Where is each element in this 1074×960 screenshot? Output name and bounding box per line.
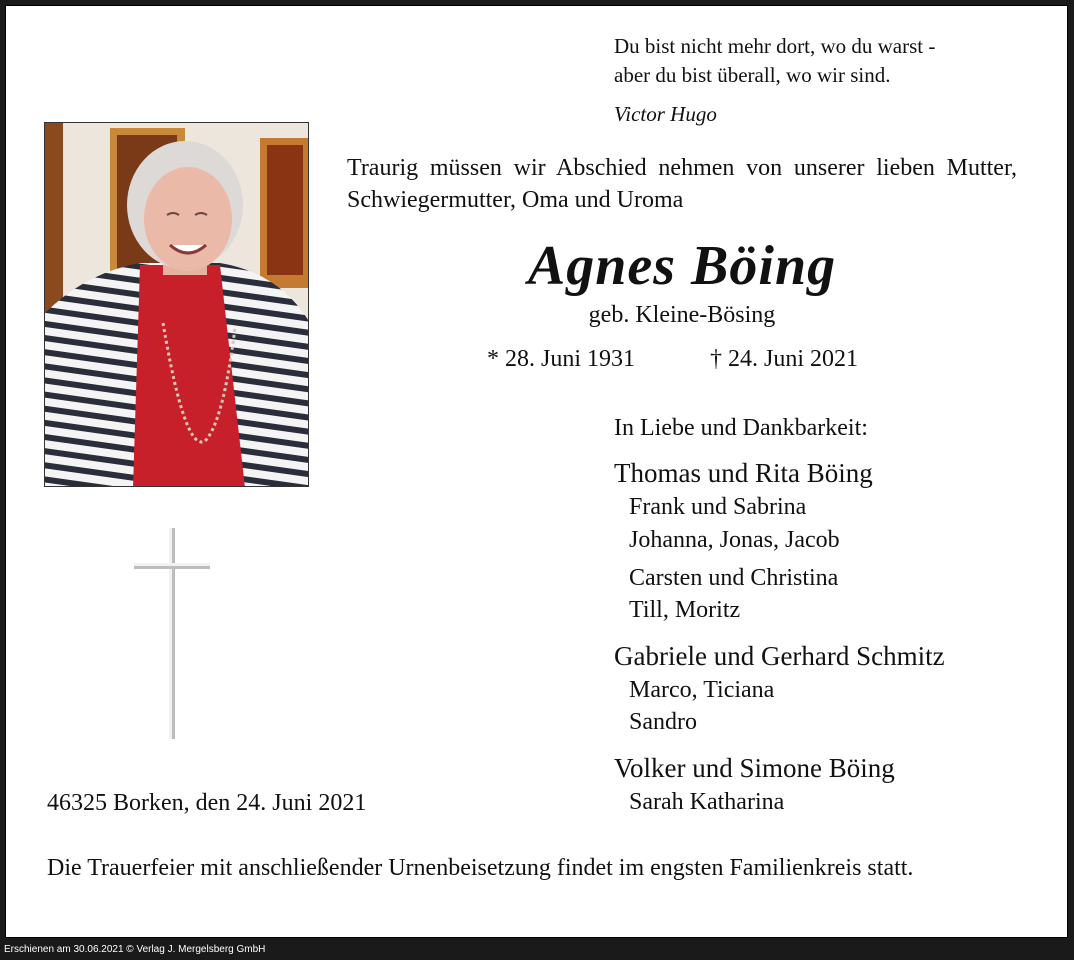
mourner-family-2: Gabriele und Gerhard Schmitz xyxy=(614,641,945,671)
mourner-line: Marco, Ticiana xyxy=(629,677,775,703)
cross-icon xyxy=(131,526,211,741)
place-date: 46325 Borken, den 24. Juni 2021 xyxy=(47,790,367,816)
mourners-heading: In Liebe und Dankbarkeit: xyxy=(614,415,868,441)
mourner-line: Sarah Katharina xyxy=(629,789,785,815)
portrait-photo xyxy=(44,122,309,487)
birth-date: * 28. Juni 1931 xyxy=(487,346,636,372)
quote-line-2: aber du bist überall, wo wir sind. xyxy=(614,63,891,87)
mourner-family-3: Volker und Simone Böing xyxy=(614,753,895,783)
death-date: † 24. Juni 2021 xyxy=(710,346,859,372)
mourner-line: Frank und Sabrina xyxy=(629,494,807,520)
quote-line-1: Du bist nicht mehr dort, wo du warst - xyxy=(614,34,936,58)
mourner-line: Sandro xyxy=(629,709,697,735)
mourner-line: Till, Moritz xyxy=(629,597,741,623)
publication-footer: Erschienen am 30.06.2021 © Verlag J. Mergelsberg GmbH xyxy=(4,944,266,955)
quote-author: Victor Hugo xyxy=(614,102,717,126)
mourner-line: Johanna, Jonas, Jacob xyxy=(629,527,840,553)
mourner-line: Carsten und Christina xyxy=(629,565,839,591)
deceased-name: Agnes Böing xyxy=(527,235,837,297)
intro-text: Traurig müssen wir Abschied nehmen von unserer lieben Mutter, Schwiegermutter, Oma und Uroma xyxy=(347,155,1017,213)
funeral-notice: Die Trauerfeier mit anschließender Urnenbeisetzung findet im engsten Familienkreis statt. xyxy=(47,855,914,881)
obituary-notice xyxy=(5,5,1068,938)
birth-name: geb. Kleine-Bösing xyxy=(588,302,776,328)
mourner-family-1: Thomas und Rita Böing xyxy=(614,458,873,488)
